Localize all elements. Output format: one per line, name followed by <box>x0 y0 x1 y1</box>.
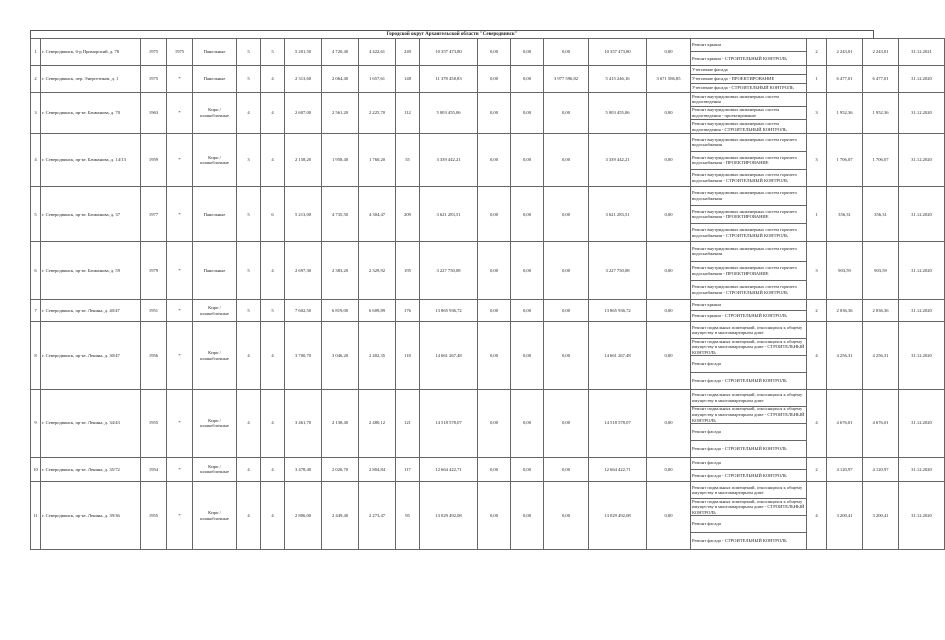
cell-floors: 5 <box>237 39 261 66</box>
cell-total-area: 7 602,50 <box>285 299 322 322</box>
cell-fund-federal: 0,00 <box>478 482 511 550</box>
cell-fund-local: 0,00 <box>544 92 589 133</box>
cell-price-per-sqm: 2 036,36 <box>827 299 863 322</box>
cell-work-types <box>691 134 807 187</box>
cell-max-price-per-sqm: 6 477,01 <box>863 65 899 92</box>
cell-residential-area: 4 304,47 <box>359 187 396 242</box>
cell-floors: 4 <box>237 322 261 390</box>
cell-fund-regional: 0,00 <box>511 322 544 390</box>
cell-price-per-sqm: 6 477,01 <box>827 65 863 92</box>
work-item: Ремонт крыши - СТРОИТЕЛЬНЫЙ КОНТРОЛЬ <box>692 55 787 61</box>
cell-max-price-per-sqm: 903,59 <box>863 242 899 299</box>
cell-floors: 4 <box>237 457 261 482</box>
cell-fund-regional: 0,00 <box>511 457 544 482</box>
cell-work-types <box>691 299 807 322</box>
cell-residential-area: 2 804,84 <box>359 457 396 482</box>
cell-build-year: 1975 <box>141 39 167 66</box>
cell-work-count: 2 <box>807 457 827 482</box>
cell-completion-date: 31.12.2020 <box>899 322 945 390</box>
cell-entrances: 4 <box>261 92 285 133</box>
cell-fund-federal: 0,00 <box>478 242 511 299</box>
cell-residential-area: 2 480,12 <box>359 389 396 457</box>
work-item: Ремонт подвальных помещений, относящихся к общему имуществу в многоквартирном доме - СТРОИТЕЛЬНЫЙ КОНТРОЛЬ <box>692 406 805 423</box>
cell-price-per-sqm: 4 120,97 <box>827 457 863 482</box>
cell-floors: 4 <box>237 389 261 457</box>
cell-build-year: 1955 <box>141 389 167 457</box>
cell-work-count: 1 <box>807 65 827 92</box>
cell-floors: 5 <box>237 299 261 322</box>
cell-commission-year: * <box>167 299 193 322</box>
cell-commission-year: * <box>167 242 193 299</box>
cell-fund-other: 0,00 <box>647 39 691 66</box>
cell-work-types <box>691 39 807 66</box>
table-row <box>31 299 945 322</box>
table-row <box>31 389 945 457</box>
cell-total-cost: 5 003 455,06 <box>420 92 478 133</box>
table-row <box>31 39 945 66</box>
work-item: Ремонт крыши <box>691 39 806 52</box>
repair-program-table <box>30 38 945 550</box>
cell-commission-year: * <box>167 322 193 390</box>
cell-fund-other: 0,00 <box>647 482 691 550</box>
cell-fund-federal: 0,00 <box>478 322 511 390</box>
cell-max-price-per-sqm: 3 200,41 <box>863 482 899 550</box>
work-item: Ремонт подвальных помещений, относящихся к общему имуществу в многоквартирном доме <box>691 482 806 499</box>
work-item: Утепление фасада <box>691 66 806 75</box>
cell-build-year: 1975 <box>141 65 167 92</box>
cell-row-number: 2 <box>31 65 41 92</box>
cell-living-area: 2 064,40 <box>322 65 359 92</box>
cell-work-types <box>691 92 807 133</box>
cell-wall-material: Кирп / шлакоблочные <box>193 134 237 187</box>
cell-row-number: 5 <box>31 187 41 242</box>
cell-completion-date: 31.12.2020 <box>899 92 945 133</box>
cell-max-price-per-sqm: 4 120,97 <box>863 457 899 482</box>
cell-living-area: 2 026,70 <box>322 457 359 482</box>
cell-work-count: 3 <box>807 134 827 187</box>
work-item: Ремонт фасада <box>691 458 806 470</box>
cell-total-area: 3 700,70 <box>285 322 322 390</box>
cell-residents: 55 <box>396 134 420 187</box>
cell-build-year: 1979 <box>141 242 167 299</box>
cell-max-price-per-sqm: 4 676,01 <box>863 389 899 457</box>
table-row <box>31 187 945 242</box>
cell-fund-owners: 10 357 473,80 <box>589 39 647 66</box>
cell-fund-local: 0,00 <box>544 457 589 482</box>
cell-build-year: 1959 <box>141 134 167 187</box>
cell-floors: 4 <box>237 92 261 133</box>
cell-work-types <box>691 457 807 482</box>
cell-fund-regional: 0,00 <box>511 242 544 299</box>
cell-living-area: 6 819,00 <box>322 299 359 322</box>
table-row <box>31 482 945 550</box>
work-item: Ремонт крыши - СТРОИТЕЛЬНЫЙ КОНТРОЛЬ <box>692 313 787 319</box>
cell-fund-local: 0,00 <box>544 389 589 457</box>
cell-work-count: 2 <box>807 299 827 322</box>
cell-fund-local: 0,00 <box>544 242 589 299</box>
work-item: Ремонт крыши <box>691 300 806 311</box>
cell-price-per-sqm: 1 952,36 <box>827 92 863 133</box>
cell-fund-other: 0,00 <box>647 187 691 242</box>
cell-address: г. Северодвинск, б-р Приморский, д. 78 <box>41 39 141 66</box>
cell-completion-date: 31.12.2020 <box>899 457 945 482</box>
cell-fund-owners: 14 518 578,07 <box>589 389 647 457</box>
cell-wall-material: Кирп / шлакоблочные <box>193 299 237 322</box>
cell-residents: 148 <box>396 65 420 92</box>
cell-price-per-sqm: 356,31 <box>827 187 863 242</box>
cell-fund-federal: 0,00 <box>478 92 511 133</box>
cell-residents: 195 <box>396 242 420 299</box>
work-item: Утепление фасада - ПРОЕКТИРОВАНИЕ <box>691 75 806 84</box>
work-item: Ремонт внутридомовых инженерных систем горячего водоснабжения <box>691 242 806 261</box>
cell-fund-local: 3 977 596,82 <box>544 65 589 92</box>
cell-fund-local: 0,00 <box>544 39 589 66</box>
cell-fund-federal: 0,00 <box>478 187 511 242</box>
cell-wall-material: Панельные <box>193 187 237 242</box>
cell-entrances: 4 <box>261 242 285 299</box>
cell-total-area: 5 213,00 <box>285 187 322 242</box>
cell-row-number: 10 <box>31 457 41 482</box>
cell-address: г. Северодвинск, пр-кт. Бачманова, д. 59 <box>41 242 141 299</box>
cell-residential-area: 2 273,47 <box>359 482 396 550</box>
cell-build-year: 1954 <box>141 457 167 482</box>
cell-row-number: 3 <box>31 92 41 133</box>
cell-fund-owners: 13 865 936,72 <box>589 299 647 322</box>
cell-row-number: 11 <box>31 482 41 550</box>
cell-total-area: 2 607,00 <box>285 92 322 133</box>
cell-address: г. Северодвинск, пр-кт. Бачманова, д. 37 <box>41 187 141 242</box>
work-item: Ремонт фасада - СТРОИТЕЛЬНЫЙ КОНТРОЛЬ <box>692 538 787 544</box>
cell-max-price-per-sqm: 1 952,36 <box>863 92 899 133</box>
cell-residents: 118 <box>396 322 420 390</box>
cell-fund-owners: 12 664 422,71 <box>589 457 647 482</box>
cell-fund-owners: 5 003 455,06 <box>589 92 647 133</box>
table-title: Городской округ Архангельской области "Северодвинск" <box>30 30 874 38</box>
cell-living-area: 1 958,40 <box>322 134 359 187</box>
cell-total-cost: 13 029 492,08 <box>420 482 478 550</box>
cell-price-per-sqm: 903,59 <box>827 242 863 299</box>
work-item: Ремонт подвальных помещений, относящихся к общему имуществу в многоквартирном доме <box>691 322 806 339</box>
work-item: Ремонт внутридомовых инженерных систем горячего водоснабжения - СТРОИТЕЛЬНЫЙ КОНТРОЛЬ <box>692 227 797 238</box>
cell-row-number: 6 <box>31 242 41 299</box>
cell-work-types <box>691 242 807 299</box>
cell-entrances: 4 <box>261 134 285 187</box>
cell-total-cost: 3 621 283,51 <box>420 187 478 242</box>
work-item: Ремонт внутридомовых инженерных систем горячего водоснабжения - ПРОЕКТИРОВАНИЕ <box>691 262 806 281</box>
cell-total-cost: 3 339 442,21 <box>420 134 478 187</box>
cell-completion-date: 31.12.2021 <box>899 39 945 66</box>
cell-fund-local: 0,00 <box>544 134 589 187</box>
cell-fund-federal: 0,00 <box>478 457 511 482</box>
cell-fund-regional: 0,00 <box>511 389 544 457</box>
cell-residential-area: 1 760,20 <box>359 134 396 187</box>
cell-max-price-per-sqm: 4 256,31 <box>863 322 899 390</box>
cell-price-per-sqm: 4 676,01 <box>827 389 863 457</box>
cell-fund-other: 0,00 <box>647 389 691 457</box>
cell-commission-year: * <box>167 482 193 550</box>
cell-entrances: 6 <box>261 187 285 242</box>
cell-work-types <box>691 322 807 390</box>
cell-work-types <box>691 482 807 550</box>
work-item: Ремонт внутридомовых инженерных систем горячего водоснабжения <box>691 134 806 152</box>
cell-fund-regional: 0,00 <box>511 134 544 187</box>
cell-completion-date: 31.12.2020 <box>899 134 945 187</box>
work-item: Ремонт внутридомовых инженерных систем горячего водоснабжения - СТРОИТЕЛЬНЫЙ КОНТРОЛЬ <box>692 284 797 295</box>
work-item: Ремонт внутридомовых инженерных систем водоотведения <box>691 93 806 107</box>
cell-build-year: 1956 <box>141 322 167 390</box>
cell-max-price-per-sqm: 356,31 <box>863 187 899 242</box>
cell-fund-other: 0,00 <box>647 134 691 187</box>
table-row <box>31 322 945 390</box>
work-item: Ремонт фасада <box>691 424 806 441</box>
cell-floors: 5 <box>237 242 261 299</box>
cell-completion-date: 31.12.2020 <box>899 242 945 299</box>
cell-max-price-per-sqm: 2 243,01 <box>863 39 899 66</box>
cell-fund-other: 0,00 <box>647 92 691 133</box>
cell-floors: 3 <box>237 134 261 187</box>
cell-build-year: 1951 <box>141 299 167 322</box>
work-item: Ремонт фасада - СТРОИТЕЛЬНЫЙ КОНТРОЛЬ <box>692 445 787 451</box>
cell-work-count: 4 <box>807 322 827 390</box>
table-row <box>31 134 945 187</box>
cell-total-area: 3 461,70 <box>285 389 322 457</box>
work-item: Ремонт фасада <box>691 516 806 533</box>
cell-wall-material: Панельные <box>193 65 237 92</box>
work-item: Ремонт подвальных помещений, относящихся к общему имуществу в многоквартирном доме - СТРОИТЕЛЬНЫЙ КОНТРОЛЬ <box>692 338 805 356</box>
cell-address: г. Северодвинск, пр-кт. Ленина, д. 34/43 <box>41 389 141 457</box>
cell-commission-year: * <box>167 389 193 457</box>
cell-residential-area: 6 609,89 <box>359 299 396 322</box>
cell-max-price-per-sqm: 2 036,36 <box>863 299 899 322</box>
cell-address: г. Северодвинск, пр-кт. Бачманова, д. 70 <box>41 92 141 133</box>
cell-residential-area: 2 402,35 <box>359 322 396 390</box>
cell-completion-date: 31.12.2020 <box>899 65 945 92</box>
cell-wall-material: Кирп / шлакоблочные <box>193 389 237 457</box>
cell-floors: 4 <box>237 482 261 550</box>
cell-work-count: 3 <box>807 92 827 133</box>
work-item: Ремонт фасада - СТРОИТЕЛЬНЫЙ КОНТРОЛЬ <box>692 472 787 478</box>
cell-residents: 121 <box>396 389 420 457</box>
cell-commission-year: 1975 <box>167 39 193 66</box>
cell-living-area: 2 138,40 <box>322 389 359 457</box>
cell-fund-federal: 0,00 <box>478 39 511 66</box>
cell-living-area: 2 561,20 <box>322 92 359 133</box>
cell-living-area: 2 449,40 <box>322 482 359 550</box>
table-row <box>31 242 945 299</box>
cell-fund-regional: 0,00 <box>511 39 544 66</box>
cell-residents: 117 <box>396 457 420 482</box>
work-item: Ремонт внутридомовых инженерных систем водоотведения - проектирование <box>691 107 806 121</box>
cell-build-year: 1977 <box>141 187 167 242</box>
cell-fund-regional: 0,00 <box>511 92 544 133</box>
cell-commission-year: * <box>167 457 193 482</box>
cell-row-number: 1 <box>31 39 41 66</box>
cell-total-area: 2 158,20 <box>285 134 322 187</box>
cell-price-per-sqm: 2 243,01 <box>827 39 863 66</box>
table-row <box>31 92 945 133</box>
cell-residential-area: 2 329,92 <box>359 242 396 299</box>
cell-address: г. Северодвинск, пр-кт. Ленина, д. 35/72 <box>41 457 141 482</box>
cell-wall-material: Кирп / шлакоблочные <box>193 457 237 482</box>
cell-work-count: 4 <box>807 482 827 550</box>
cell-entrances: 5 <box>261 39 285 66</box>
cell-completion-date: 31.12.2020 <box>899 187 945 242</box>
cell-fund-federal: 0,00 <box>478 65 511 92</box>
cell-fund-owners: 3 621 283,51 <box>589 187 647 242</box>
cell-row-number: 4 <box>31 134 41 187</box>
cell-fund-owners: 13 029 492,08 <box>589 482 647 550</box>
cell-fund-owners: 5 415 246,16 <box>589 65 647 92</box>
cell-fund-local: 0,00 <box>544 187 589 242</box>
cell-total-cost: 13 865 936,72 <box>420 299 478 322</box>
cell-entrances: 5 <box>261 299 285 322</box>
cell-floors: 5 <box>237 65 261 92</box>
cell-address: г. Северодвинск, пр-кт. Бачманова, д. 14/13 <box>41 134 141 187</box>
cell-fund-other: 0,00 <box>647 457 691 482</box>
cell-total-cost: 14 518 578,07 <box>420 389 478 457</box>
cell-fund-federal: 0,00 <box>478 389 511 457</box>
cell-work-count: 2 <box>807 39 827 66</box>
cell-work-types <box>691 389 807 457</box>
cell-wall-material: Кирп / шлакоблочные <box>193 482 237 550</box>
cell-fund-owners: 3 227 750,08 <box>589 242 647 299</box>
cell-wall-material: Кирп / шлакоблочные <box>193 92 237 133</box>
cell-entrances: 4 <box>261 65 285 92</box>
work-item: Ремонт внутридомовых инженерных систем водоотведения - СТРОИТЕЛЬНЫЙ КОНТРОЛЬ <box>692 121 787 132</box>
cell-fund-owners: 3 339 442,21 <box>589 134 647 187</box>
work-item: Ремонт фасада - СТРОИТЕЛЬНЫЙ КОНТРОЛЬ <box>692 378 787 384</box>
cell-commission-year: * <box>167 187 193 242</box>
cell-residential-area: 2 225,70 <box>359 92 396 133</box>
cell-residents: 249 <box>396 39 420 66</box>
cell-residents: 209 <box>396 187 420 242</box>
cell-total-cost: 11 378 458,83 <box>420 65 478 92</box>
cell-wall-material: Панельные <box>193 39 237 66</box>
cell-price-per-sqm: 1 706,07 <box>827 134 863 187</box>
work-item: Ремонт подвальных помещений, относящихся к общему имуществу в многоквартирном доме <box>691 390 806 407</box>
cell-address: г. Северодвинск, пр-кт. Ленина, д. 30/47 <box>41 322 141 390</box>
cell-residents: 95 <box>396 482 420 550</box>
cell-living-area: 3 046,20 <box>322 322 359 390</box>
cell-row-number: 7 <box>31 299 41 322</box>
cell-total-cost: 14 661 267,48 <box>420 322 478 390</box>
cell-max-price-per-sqm: 1 706,07 <box>863 134 899 187</box>
cell-build-year: 1963 <box>141 92 167 133</box>
cell-address: г. Северодвинск, пр-кт. Ленина, д. 40/47 <box>41 299 141 322</box>
cell-entrances: 4 <box>261 482 285 550</box>
cell-address: г. Северодвинск, пр-кт. Ленина, д. 39/36 <box>41 482 141 550</box>
cell-living-area: 2 383,20 <box>322 242 359 299</box>
cell-residents: 176 <box>396 299 420 322</box>
work-item: Утепление фасада - СТРОИТЕЛЬНЫЙ КОНТРОЛЬ <box>692 85 794 91</box>
cell-wall-material: Панельные <box>193 242 237 299</box>
cell-fund-other: 0,00 <box>647 322 691 390</box>
cell-row-number: 8 <box>31 322 41 390</box>
cell-fund-other: 0,00 <box>647 299 691 322</box>
work-item: Ремонт внутридомовых инженерных систем горячего водоснабжения - ПРОЕКТИРОВАНИЕ <box>691 152 806 170</box>
cell-price-per-sqm: 4 256,31 <box>827 322 863 390</box>
cell-fund-regional: 0,00 <box>511 482 544 550</box>
cell-total-area: 2 313,60 <box>285 65 322 92</box>
table-row <box>31 65 945 92</box>
cell-entrances: 4 <box>261 457 285 482</box>
work-item: Ремонт внутридомовых инженерных систем горячего водоснабжения - ПРОЕКТИРОВАНИЕ <box>691 206 806 224</box>
cell-work-count: 4 <box>807 389 827 457</box>
cell-build-year: 1955 <box>141 482 167 550</box>
work-item: Ремонт подвальных помещений, относящихся к общему имуществу в многоквартирном доме - СТРОИТЕЛЬНЫЙ КОНТРОЛЬ <box>692 498 805 515</box>
cell-completion-date: 31.12.2020 <box>899 389 945 457</box>
cell-completion-date: 31.12.2020 <box>899 482 945 550</box>
cell-work-types <box>691 187 807 242</box>
cell-total-cost: 10 357 473,80 <box>420 39 478 66</box>
cell-total-cost: 12 664 422,71 <box>420 457 478 482</box>
table-row <box>31 457 945 482</box>
document-page <box>30 30 932 550</box>
cell-fund-local: 0,00 <box>544 482 589 550</box>
work-item: Ремонт внутридомовых инженерных систем горячего водоснабжения <box>691 187 806 205</box>
cell-total-area: 5 201,50 <box>285 39 322 66</box>
cell-total-area: 3 478,40 <box>285 457 322 482</box>
cell-fund-other: 0,00 <box>647 242 691 299</box>
cell-address: г. Северодвинск, пер. Энергетиков, д. 1 <box>41 65 141 92</box>
cell-total-cost: 3 227 750,08 <box>420 242 478 299</box>
cell-residential-area: 4 422,61 <box>359 39 396 66</box>
cell-total-area: 2 697,30 <box>285 242 322 299</box>
cell-residents: 112 <box>396 92 420 133</box>
cell-fund-owners: 14 661 267,48 <box>589 322 647 390</box>
work-item: Ремонт внутридомовых инженерных систем горячего водоснабжения - СТРОИТЕЛЬНЫЙ КОНТРОЛЬ <box>692 172 797 183</box>
cell-fund-regional: 0,00 <box>511 299 544 322</box>
cell-work-types <box>691 65 807 92</box>
cell-fund-federal: 0,00 <box>478 134 511 187</box>
cell-row-number: 9 <box>31 389 41 457</box>
cell-fund-local: 0,00 <box>544 322 589 390</box>
cell-commission-year: * <box>167 92 193 133</box>
cell-commission-year: * <box>167 134 193 187</box>
cell-fund-local: 0,00 <box>544 299 589 322</box>
cell-living-area: 4 720,40 <box>322 39 359 66</box>
cell-work-count: 1 <box>807 187 827 242</box>
work-item: Ремонт фасада <box>691 356 806 373</box>
cell-fund-regional: 0,00 <box>511 65 544 92</box>
cell-total-area: 2 806,00 <box>285 482 322 550</box>
cell-wall-material: Кирп / шлакоблочные <box>193 322 237 390</box>
cell-price-per-sqm: 3 200,41 <box>827 482 863 550</box>
cell-fund-federal: 0,00 <box>478 299 511 322</box>
cell-floors: 5 <box>237 187 261 242</box>
cell-completion-date: 31.12.2020 <box>899 299 945 322</box>
cell-living-area: 4 735,50 <box>322 187 359 242</box>
cell-fund-regional: 0,00 <box>511 187 544 242</box>
cell-work-count: 3 <box>807 242 827 299</box>
cell-commission-year: * <box>167 65 193 92</box>
cell-entrances: 4 <box>261 389 285 457</box>
cell-residential-area: 1 657,61 <box>359 65 396 92</box>
cell-fund-other: 3 671 586,85 <box>647 65 691 92</box>
cell-entrances: 4 <box>261 322 285 390</box>
